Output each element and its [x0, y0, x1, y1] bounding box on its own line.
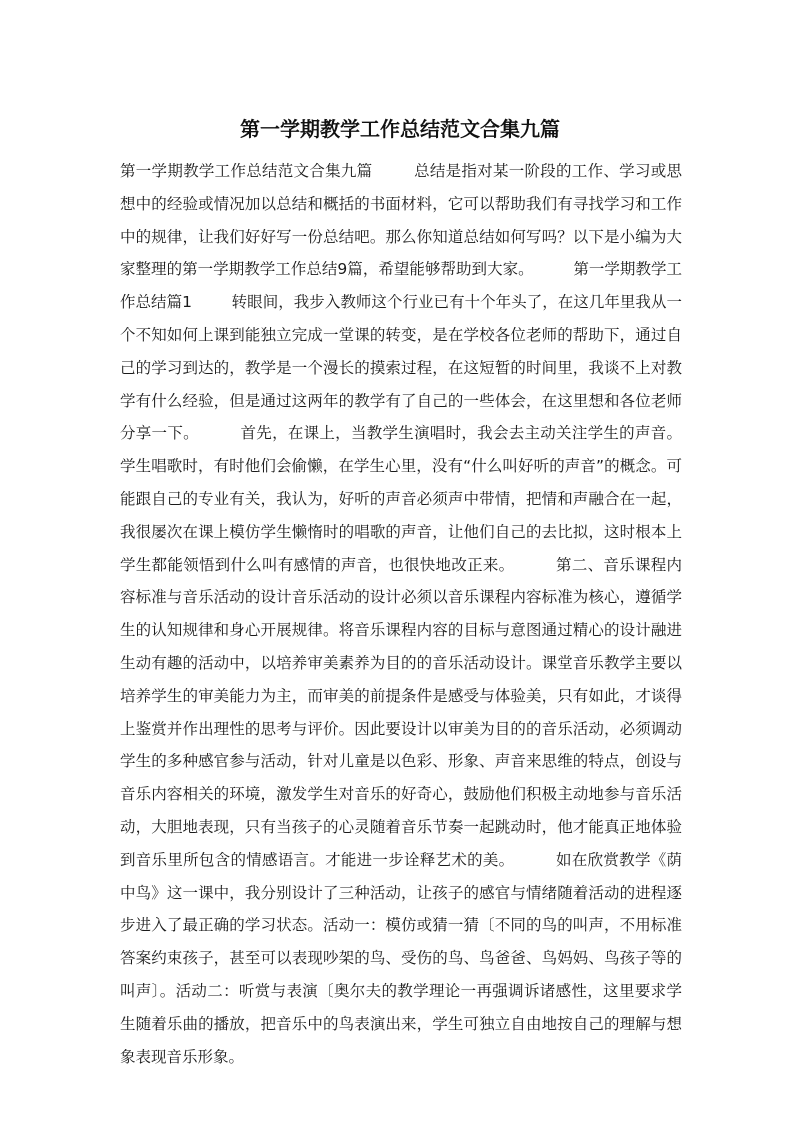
page-title: 第一学期教学工作总结范文合集九篇	[240, 117, 560, 141]
body-paragraph: 第一学期教学工作总结范文合集九篇 总结是指对某一阶段的工作、学习或思想中的经验或情况加以总结和概括的书面材料，它可以帮助我们有寻找学习和工作中的规律，让我们好好写一份总结吧。那么你知道总结如何写吗？以下是小编为大家整理的第一学期教学工作总结9篇，希望能够帮助到大家。 第一学期教学工作总结篇1 转眼间，我步入教师这个行业已有十个年头了，在这几年里我从一个不知如何上课到能独立完成一堂课的转变，是在学校各位老师的帮助下，通过自己的学习到达的，教学是一个漫长的摸索过程，在这短暂的时间里，我谈不上对教学有什么经验，但是通过这两年的教学有了自己的一些体会，在这里想和各位老师分享一下。 首先，在课上，当教学生演唱时，我会去主动关注学生的声音。学生唱歌时，有时他们会偷懒，在学生心里，没有“什么叫好听的声音”的概念。可能跟自己的专业有关，我认为，好听的声音必须声中带情，把情和声融合在一起，我很屡次在课上模仿学生懒惰时的唱歌的声音，让他们自己的去比拟，这时根本上学生都能领悟到什么叫有感情的声音，也很快地改正来。 第二、音乐课程内容标准与音乐活动的设计音乐活动的设计必须以音乐课程内容标准为核心，遵循学生的认知规律和身心开展规律。将音乐课程内容的目标与意图通过精心的设计融进生动有趣的活动中，以培养审美素养为目的的音乐活动设计。课堂音乐教学主要以培养学生的审美能力为主，而审美的前提条件是感受与体验美，只有如此，才谈得上鉴赏并作出理性的思考与评价。因此要设计以审美为目的的音乐活动，必须调动学生的多种感官参与活动，针对儿童是以色彩、形象、声音来思维的特点，创设与音乐内容相关的环境，激发学生对音乐的好奇心，鼓励他们积极主动地参与音乐活动，大胆地表现，只有当孩子的心灵随着音乐节奏一起跳动时，他才能真正地体验到音乐里所包含的情感语言。才能进一步诠释艺术的美。 如在欣赏教学《荫中鸟》这一课中，我分别设计了三种活动，让孩子的感官与情绪随着活动的进程逐步进入了最正确的学习状态。活动一：模仿或猜一猜〔不同的鸟的叫声，不用标准答案约束孩子，甚至可以表现吵架的鸟、受伤的鸟、鸟爸爸、鸟妈妈、鸟孩子等的叫声〕。活动二：听赏与表演〔奥尔夫的教学理论一再强调诉诸感性，这里要求学生随着乐曲的播放，把音乐中的鸟表演出来，学生可独立自由地按自己的理解与想象表现音乐形象。	[120, 162, 682, 1066]
